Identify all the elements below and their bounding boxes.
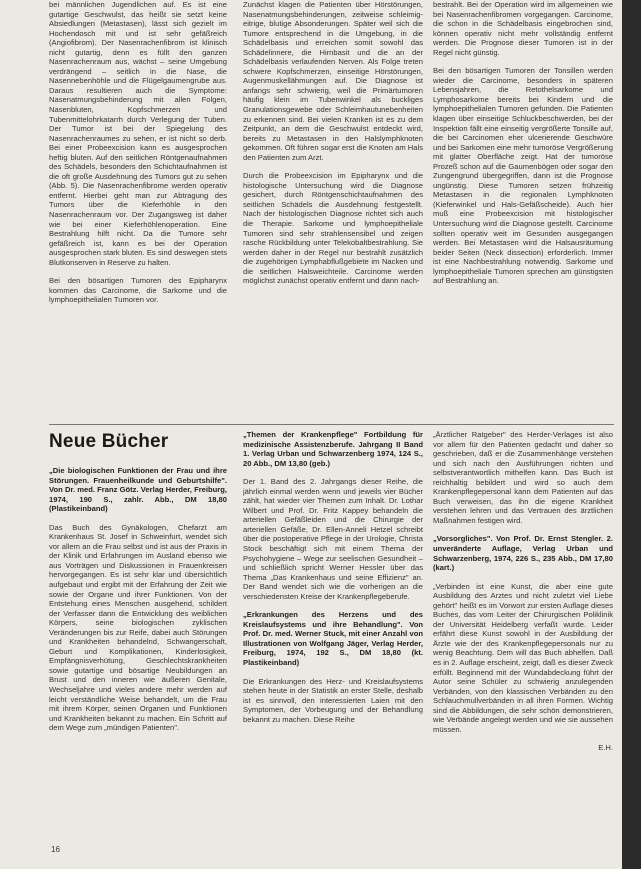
article-paragraph: bestrahlt. Bei der Operation wird im allgemeinen wie bei Nasenrachenfibromen vorgegangen. Carcinome, die schon in die Schädelbasis eingebrochen sind, können operativ nicht mehr vollständig entfernt werden. Die Prognose dieser Tumoren ist in der Regel nicht günstig. [433,0,613,57]
article-paragraph: Durch die Probeexcision im Epipharynx und die histologische Untersuchung wird die Diagnose gesichert, durch Röntgenschichtaufnahmen des seitlichen Schädels die Ausdehnung festgestellt. Nach der histologischen Diagnose richtet sich auch die Therapie. Sarkome und lymphoepitheliale Tumoren sind sehr strahlensensibel und zeigen rasche Rückbildung unter Telekobaltbestrahlung. Sie werden daher in der Regel nur bestrahlt zusätzlich die zugehörigen Lymphabflußgebiete im Nacken und die seitlichen Halsweichteile. Carcinome werden möglichst zunächst operativ entfernt und dann nach- [243,171,423,286]
reviews-column-1 [49,466,227,838]
review-text: Der 1. Band des 2. Jahrgangs dieser Reihe, die jährlich einmal werden wenn und jeweils vier Bücher zählt, hat wieder vier Themen zum Inhalt. Dr. Lothar Wilbert und Prof. Dr. Fritz Kappey behandeln die arteriellen Gefäßleiden und die Chirurgie der arteriellen Gefäße, Dr. Ellen-Anneli Hetzel schreibt über die postoperative Pflege in der Urologie, Christa Stock beschäftigt sich mit einem Thema der Psychohygiene – Wege zur seelischen Gesundheit – und schließlich spricht Werner Hessler über das Thema „Das Krankenhaus und seine Effizienz" an. Der Band wendet sich wie die vorherigen an die verschiedensten Kreise der Krankenpflegeberufe. [243,477,423,601]
book-citation: „Themen der Krankenpflege" Fortbildung für medizinische Assistenzberufe. Jahrgang II Band 1. Verlag Urban und Schwarzenberg 1974, 124 S., 20 Abb., DM 13,80 (geb.) [243,430,423,468]
scan-edge [622,0,641,869]
book-citation: „Erkrankungen des Herzens und des Kreislaufsystems und ihre Behandlung". Von Prof. Dr. med. Werner Stuck, mit einer Anzahl von Illustrationen von Wolfgang Jäger, Verlag Herder, Freiburg, 1974, 192 S., DM 18,80 (kt. Plastikeinband) [243,610,423,668]
section-divider [49,424,614,425]
article-column-3 [433,0,613,418]
book-citation: „Die biologischen Funktionen der Frau und ihre Störungen. Frauenheilkunde und Geburtshilfe". Von Dr. med. Franz Götz. Verlag Herder, Freiburg, 1974, 190 S., zahlr. Abb., DM 18,80 (Plastikeinband) [49,466,227,514]
review-text: „Verbinden ist eine Kunst, die aber eine gute Ausbildung des Arztes und nicht zuletzt viel Liebe gehört" heißt es im Vorwort zur ersten Auflage dieses Buches, das vom Leiter der Chirurgischen Poliklinik der Universität Heidelberg verfaßt wurde. Leider erfährt diese Kunst sowohl in der Ausbildung der Ärzte wie der des Krankenpflegepersonals nur zu wenig Beachtung. Dem will das Buch abhelfen. Daß es in 2. Auflage erscheint, zeigt, daß es dieser Zweck erfüllt. Beginnend mit der Wundabdeckung führt der Autor seine Schüler zu schwierig anzulegenden Verbänden, von den klassischen Verbänden zu den Schlauchmullverbänden in all ihren Formen. Wichtig sind die Abbildungen, die sehr schön demonstrieren, wie Verbände angelegt werden und wie sie aussehen müssen. [433,581,613,734]
book-citation: „Vorsorgliches". Von Prof. Dr. Ernst Stengler. 2. unveränderte Auflage, Verlag Urban und Schwarzenberg, 1974, 226 S., 235 Abb., DM 17,80 (kart.) [433,534,613,573]
article-paragraph: Bei den bösartigen Tumoren der Tonsillen werden wieder die Carcinome, besonders in späteren Lebensjahren, die Retothelsarkome und Lymphosarkome bereits bei Kindern und die lymphoepithelialen Tumoren gefunden. Die Patienten klagen über einseitige Schluckbeschwerden, bei der Inspektion fällt eine einseitig vergrößerte Tonsille auf, die bei Carcinomen eher ulcerierende Geschwüre und bei Sarkomen eine mehr tumoröse Vergrößerung mit glatter Oberfläche zeigt. Hat der tumoröse Prozeß schon auf die Gaumenbögen oder sogar den Zungengrund übergegriffen, dann ist die Prognose ungünstig. Diese Tumoren setzen frühzeitig Metastasen in die regionalen Lymphknoten (Kieferwinkel und Hals-Gefäßscheide). Auch hier muß eine Probeexcision mit histologischer Untersuchung wird die Diagnose gestellt. Carcinome sollten operativ weit im Gesunden ausgegangen werden. Bei Metastasen wird die Halsausräumung beider Seiten (Neck dissection) erforderlich. Immer ist eine Nachbestrahlung notwendig. Sarkome und lymphoepitheliale Tumoren sprechen am günstigsten auf Bestrahlung an. [433,66,613,286]
reviews-column-2 [243,430,423,838]
article-column-2 [243,0,423,418]
review-text: Die Erkrankungen des Herz- und Kreislaufsystems stehen heute in der Statistik an erster Stelle, deshalb ist es sinnvoll, den interessierten Laien mit den Symptomen, der Vorbeugung und der Behandlung bekannt zu machen. Diese Reihe [243,676,423,724]
page-number: 16 [51,845,60,854]
section-heading: Neue Bücher [49,431,169,452]
review-text: Das Buch des Gynäkologen, Chefarzt am Krankenhaus St. Josef in Schweinfurt, wendet sich vor allem an die Frau selbst und ist aus der Praxis in der Klinik und Erfahrungen im Ausland ebenso wie aus Vorträgen und Diskussionen in Frauenkreisen hervorgegangen. Es ist sehr klar und übersichtlich aufgebaut und ergibt mit der Erfahrung der Zeit wie sowie der Organe und ihrer Funktionen. Von der Entstehung eines Menschen ausgehend, schildert der Verfasser dann die Entwicklung des weiblichen Körpers, seine biologischen zyklischen Veränderungen bis zur Reife, dabei auch Störungen und Krankheiten behandelnd, Schwangerschaft, Geburt und Komplikationen, Kinderlosigkeit, Empfängnisverhütung, Geschlechtskrankheiten sowie gutartige und bösartige Neubildungen an Brust und den inneren wie äußeren Genitale, Wechseljahre und vieles andere mehr werden auf leicht verständliche Weise behandelt, um die Frau mit ihrem Körper, seinen Organen und Funktionen und Krankheiten bekannt zu machen. Ein Schritt auf dem Wege zum „mündigen Patienten". [49,522,227,733]
article-paragraph: bei männlichen Jugendlichen auf. Es ist eine gutartige Geschwulst, das heißt sie setzt keine Absiedlungen (Metastasen), lässt sich gezielt im Hochendosch mit und ist sehr gefäßreich (Angiofibrom). Der Nasenrachenfibrom ist klinisch nicht gutartig, denn es füllt den ganzen Nasenrachenraum aus, wächst – seine Umgebung verdrängend – seitlich in die Nase, die Nasennebenhöhle und die Flügelgaumengrube aus. Daraus resultieren auch die Symptome: Nasenatmungsbehinderung mit allen Folgen, Nasenbluten, Kopfschmerzen und Tubenmittelohrkatarrh durch Verlegung der Tuben. Der Tumor ist bei der Spiegelung des Nasenrachenraumes zu sehen, er ist nicht so derb. Bei einer Probeexcision kann es ausgesprochen heftig bluten. Auf den seitlichen Röntgenaufnahmen des Schädels, besonders den Schichtaufnahmen ist die oft große Ausdehnung des Tumors gut zu sehen (Abb. 5). Die Nasenrachenfibrome werden operativ entfernt. Hierbei geht man zur Abtragung des Tumors über die Kieferhöhle in den Nasenrachenraum vor. Der Zugangsweg ist daher wie bei einer Kieferhöhlenoperation. Eine Bestrahlung hilft nicht. Da die Tumore sehr gefäßreich ist, kann es bei der Operation ausgesprochen stark bluten. Es sind deswegen stets Blutkonserven in Reserve zu halten. [49,0,227,267]
article-column-1 [49,0,227,418]
review-text: „Ärztlicher Ratgeber" des Herder-Verlages ist also vor allem für den Patienten gedacht und daher so geschrieben, daß er die Zusammenhänge verstehen und sich nach den Ausführungen richten und selbstverantwortlich mithelfen kann. Das Buch ist reichhaltig bebildert und wird so auch dem Krankenpflegepersonal kann dem Patienten auf das Buch verweisen, das ihn die eigene Krankheit verstehen lehren und das Vertrauen des ärztlichen Maßnahmen festigen wird. [433,430,613,525]
article-paragraph: Bei den bösartigen Tumoren des Epipharynx kommen das Carcinome, die Sarkome und die lymphoepithelialen Tumoren vor. [49,276,227,305]
article-paragraph: Zunächst klagen die Patienten über Hörstörungen, Nasenatmungsbehinderungen, zeitweise schleimig-eitrige, blutige Absonderungen. Später weil sich die Tumore entsprechend in die Umgebung, in die Schädelbasis und erreichen somit sowohl das Schädelinnere, die Hirnbasit und die an der Schädelbasis verlaufenden Nerven. Als Folge treten schwere Kopfschmerzen, einseitige Hörstörungen, Augenmuskellähmungen auf. Die Diagnose ist anfangs sehr schwierig, weil die Primärtumoren häufig klein im Tubenwinkel als buckliges Granulationsgewebe oder Schleimhautunebenheiten zu erkennen sind. Bei vielen Kranken ist es zu dem Zeitpunkt, an dem die Geschwulst entdeckt wird, bereits zu Metastasen in den Halslymphknoten gekommen. Oft führen sogar erst die Knoten am Hals den Patienten zum Arzt. [243,0,423,162]
reviewer-initials: E.H. [598,743,613,753]
reviews-column-3 [433,430,613,838]
